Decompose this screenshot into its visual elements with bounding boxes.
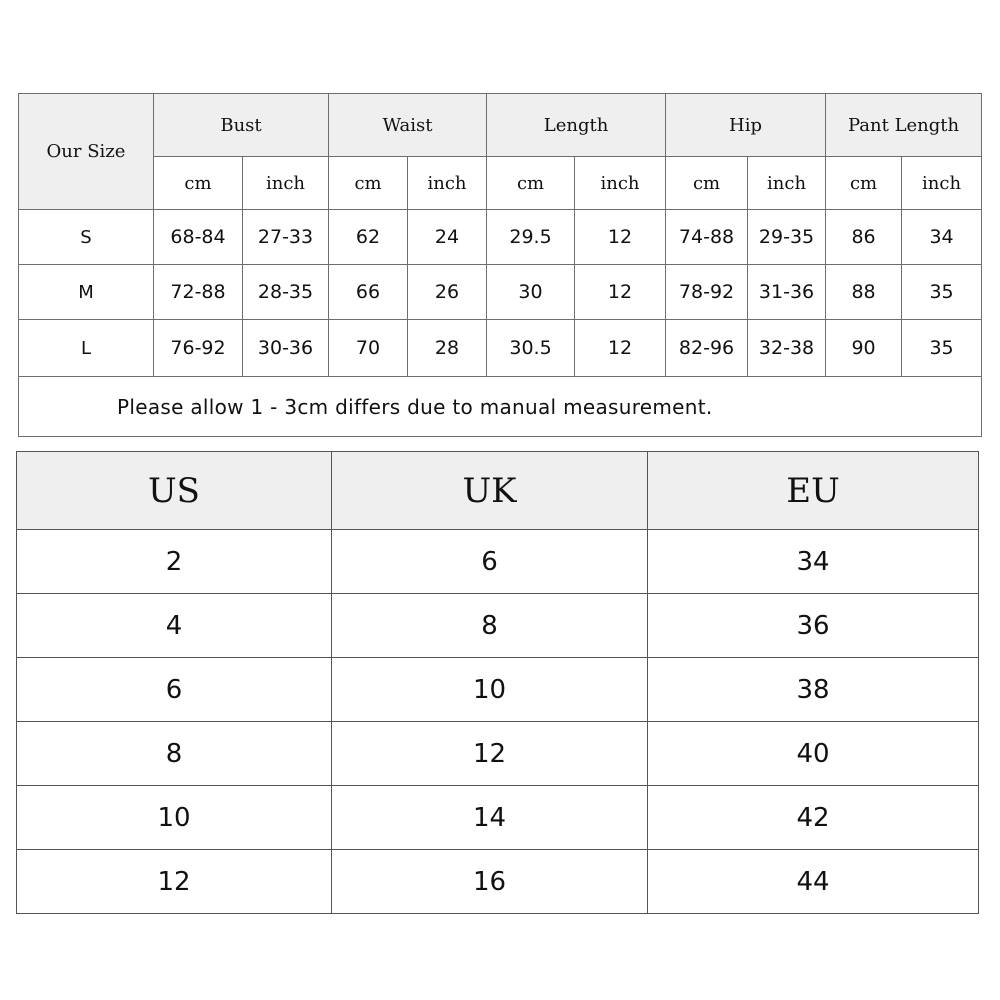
size-row-s [19,210,982,265]
length-inch-unit: inch [575,157,666,210]
length-inch-cell: 12 [575,265,666,320]
waist-inch-cell: 26 [408,265,487,320]
size-label: S [19,210,154,265]
size-chart-table [18,93,982,437]
bust-cm-cell: 72-88 [154,265,243,320]
length-cm-cell: 30 [487,265,575,320]
bust-inch-unit: inch [243,157,329,210]
hip-inch-unit: inch [748,157,826,210]
bust-inch-cell: 30-36 [243,320,329,377]
length-cm-unit: cm [487,157,575,210]
pant-length-cm-cell: 86 [826,210,902,265]
pant-length-inch-cell: 35 [902,265,982,320]
pant-length-cm-unit: cm [826,157,902,210]
pant-length-inch-unit: inch [902,157,982,210]
length-header: Length [487,94,666,157]
pant-length-header: Pant Length [826,94,982,157]
waist-inch-cell: 24 [408,210,487,265]
size-conversion-table [16,451,979,914]
conversion-row [17,722,979,786]
uk-cell: 6 [332,530,648,594]
pant-length-inch-cell: 35 [902,320,982,377]
us-cell: 8 [17,722,332,786]
us-cell: 2 [17,530,332,594]
uk-cell: 8 [332,594,648,658]
uk-header: UK [332,452,648,530]
bust-inch-cell: 27-33 [243,210,329,265]
eu-cell: 36 [648,594,979,658]
conversion-row [17,530,979,594]
bust-cm-cell: 68-84 [154,210,243,265]
eu-header: EU [648,452,979,530]
size-row-m [19,265,982,320]
pant-length-cm-cell: 90 [826,320,902,377]
waist-inch-cell: 28 [408,320,487,377]
pant-length-cm-cell: 88 [826,265,902,320]
waist-header: Waist [329,94,487,157]
length-cm-cell: 30.5 [487,320,575,377]
length-inch-cell: 12 [575,210,666,265]
eu-cell: 38 [648,658,979,722]
measurement-note: Please allow 1 - 3cm differs due to manual measurement. [19,377,982,437]
eu-cell: 40 [648,722,979,786]
uk-cell: 16 [332,850,648,914]
bust-cm-cell: 76-92 [154,320,243,377]
conversion-row [17,658,979,722]
hip-inch-cell: 29-35 [748,210,826,265]
us-cell: 4 [17,594,332,658]
waist-cm-cell: 66 [329,265,408,320]
pant-length-inch-cell: 34 [902,210,982,265]
waist-cm-cell: 62 [329,210,408,265]
hip-cm-cell: 78-92 [666,265,748,320]
us-cell: 12 [17,850,332,914]
bust-cm-unit: cm [154,157,243,210]
hip-cm-cell: 74-88 [666,210,748,265]
length-cm-cell: 29.5 [487,210,575,265]
waist-cm-cell: 70 [329,320,408,377]
eu-cell: 34 [648,530,979,594]
us-cell: 6 [17,658,332,722]
conversion-row [17,786,979,850]
bust-header: Bust [154,94,329,157]
uk-cell: 14 [332,786,648,850]
uk-cell: 12 [332,722,648,786]
hip-inch-cell: 32-38 [748,320,826,377]
hip-header: Hip [666,94,826,157]
waist-cm-unit: cm [329,157,408,210]
us-cell: 10 [17,786,332,850]
size-row-l [19,320,982,377]
hip-cm-cell: 82-96 [666,320,748,377]
our-size-header: Our Size [19,94,154,210]
waist-inch-unit: inch [408,157,487,210]
hip-cm-unit: cm [666,157,748,210]
conversion-row [17,850,979,914]
size-label: M [19,265,154,320]
conversion-row [17,594,979,658]
bust-inch-cell: 28-35 [243,265,329,320]
eu-cell: 42 [648,786,979,850]
eu-cell: 44 [648,850,979,914]
uk-cell: 10 [332,658,648,722]
size-label: L [19,320,154,377]
length-inch-cell: 12 [575,320,666,377]
hip-inch-cell: 31-36 [748,265,826,320]
us-header: US [17,452,332,530]
